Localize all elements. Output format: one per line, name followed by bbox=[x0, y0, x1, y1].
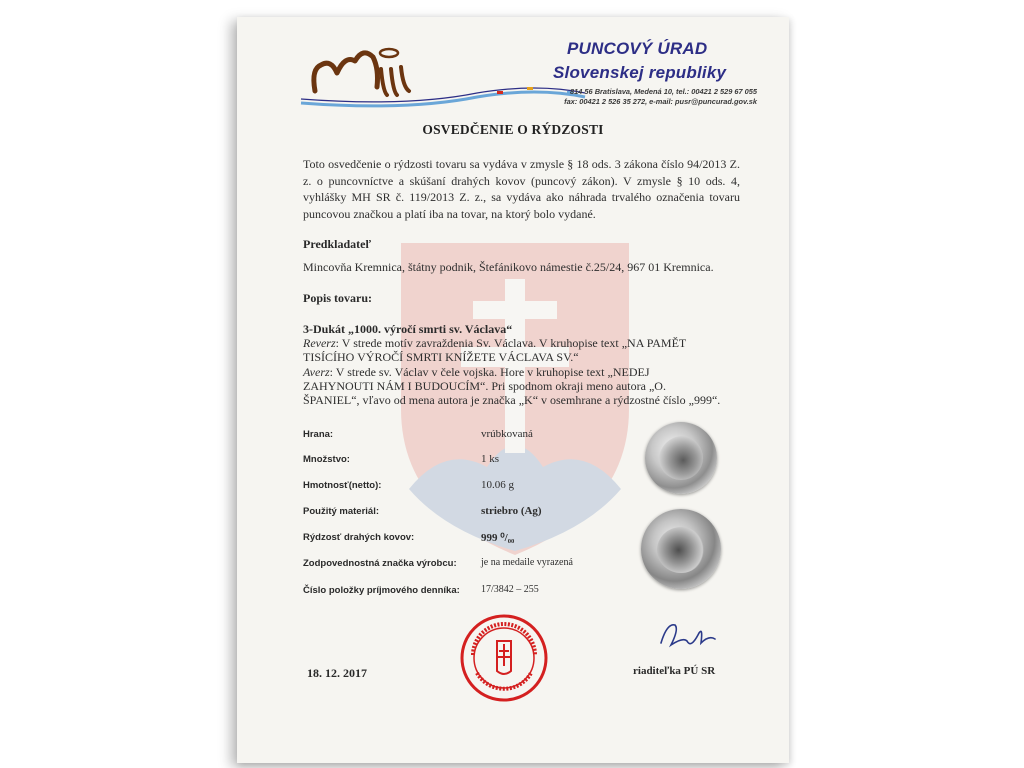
reverse-text1: : V strede motív zavraždenia Sv. Václava. V kruhopise text „NA PAMĚT bbox=[335, 336, 687, 350]
coin-reverse-photo bbox=[641, 509, 721, 589]
address-line1: 814 56 Bratislava, Medená 10, tel.: 00421 2 529 67 055 bbox=[570, 87, 757, 96]
ledger-number-label: Číslo položky príjmového denníka: bbox=[303, 585, 460, 596]
org-name-line1: PUNCOVÝ ÚRAD bbox=[567, 39, 708, 58]
fineness-label: Rýdzosť drahých kovov: bbox=[303, 532, 415, 543]
obverse-line2: ZAHYNOUTI NÁM I BUDOUCÍM“. Pri spodnom okraji meno autora „O. bbox=[303, 379, 666, 393]
address-line2: fax: 00421 2 526 35 272, e-mail: pusr@puncurad.gov.sk bbox=[564, 97, 757, 106]
obverse-line1 bbox=[303, 365, 743, 380]
org-name-line2: Slovenskej republiky bbox=[553, 63, 727, 82]
obverse-text1: : V strede sv. Václav v čele vojska. Hore v kruhopise text „NEDEJ bbox=[329, 365, 650, 379]
applicant-label: Predkladateľ bbox=[303, 237, 372, 251]
fineness-value: 999 ⁰/₀₀ bbox=[481, 532, 515, 544]
ledger-number-value: 17/3842 – 255 bbox=[481, 584, 539, 595]
reverse-line1 bbox=[303, 336, 743, 351]
handwritten-signature bbox=[653, 615, 723, 655]
coin-obverse-photo bbox=[645, 422, 717, 494]
applicant-value: Mincovňa Kremnica, štátny podnik, Štefánikovo námestie č.25/24, 967 01 Kremnica. bbox=[303, 260, 714, 274]
obverse-label: Averz bbox=[303, 365, 330, 379]
material-label: Použitý materiál: bbox=[303, 506, 380, 517]
edge-label: Hrana: bbox=[303, 429, 334, 440]
document-title: OSVEDČENIE O RÝDZOSTI bbox=[422, 122, 604, 137]
material-value: striebro (Ag) bbox=[481, 505, 542, 517]
certificate-paper bbox=[237, 17, 789, 763]
intro-paragraph: Toto osvedčenie o rýdzosti tovaru sa vydáva v zmysle § 18 ods. 3 zákona číslo 94/2013 Z. z. o puncovníctve a skúšaní drahých kovov (puncový zákon). V zmysle § 10 ods. 4, vyhlášky MH SR č. 119/2013 Z. z., sa vydáva ako náhrada trvalého označenia tovaru puncovou značkou a platí iba na tovar, na ktorý bolo vydané. bbox=[303, 157, 740, 221]
weight-label: Hmotnosť(netto): bbox=[303, 480, 382, 491]
obverse-line3: ŠPANIEL“, vľavo od mena autora je značka „K“ v osemhrane a rýdzostné číslo „999“. bbox=[303, 393, 721, 407]
reverse-line2: TISÍCÍHO VÝROČÍ SMRTI KNÍŽETE VÁCLAVA SV.“ bbox=[303, 350, 579, 364]
signatory-title: riaditeľka PÚ SR bbox=[633, 665, 716, 677]
quantity-value: 1 ks bbox=[481, 453, 500, 465]
maker-mark-label: Zodpovednostná značka výrobcu: bbox=[303, 558, 457, 569]
official-stamp bbox=[459, 613, 549, 703]
maker-mark-value: je na medaile vyrazená bbox=[481, 557, 573, 568]
weight-value: 10.06 g bbox=[481, 479, 514, 491]
reverse-label: Reverz bbox=[303, 336, 336, 350]
description-label: Popis tovaru: bbox=[303, 291, 372, 305]
quantity-label: Množstvo: bbox=[303, 454, 350, 465]
issue-date: 18. 12. 2017 bbox=[307, 666, 367, 680]
edge-value: vrúbkovaná bbox=[481, 428, 533, 440]
item-title: 3-Dukát „1000. výročí smrti sv. Václava“ bbox=[303, 322, 513, 336]
